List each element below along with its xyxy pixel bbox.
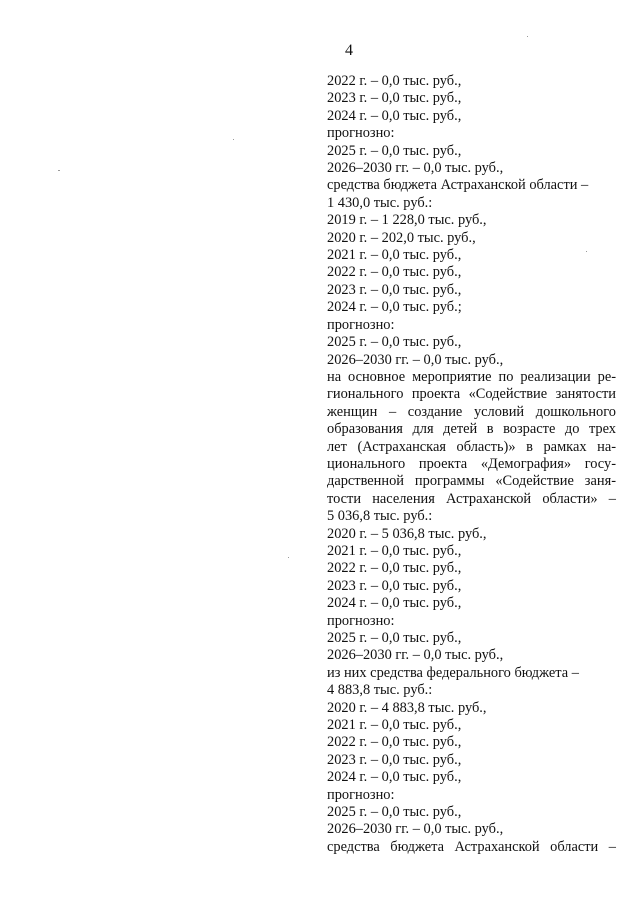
- text-line: 2022 г. – 0,0 тыс. руб.,: [327, 264, 462, 281]
- text-line: средства бюджета Астраханской области –: [327, 177, 589, 194]
- text-line: 2026–2030 гг. – 0,0 тыс. руб.,: [327, 351, 504, 368]
- text-line: 2024 г. – 0,0 тыс. руб.,: [327, 107, 462, 124]
- text-line: прогнозно:: [327, 612, 395, 629]
- text-line: на основное мероприятие по реализации ре-: [327, 368, 616, 385]
- text-line: 2025 г. – 0,0 тыс. руб.,: [327, 142, 462, 159]
- text-line: 2026–2030 гг. – 0,0 тыс. руб.,: [327, 160, 504, 177]
- text-line: гионального проекта «Содействие занятости: [327, 386, 616, 403]
- text-line: 2026–2030 гг. – 0,0 тыс. руб.,: [327, 647, 504, 664]
- scan-speck: [58, 170, 60, 171]
- text-line: 2025 г. – 0,0 тыс. руб.,: [327, 630, 462, 646]
- text-line: 2021 г. – 0,0 тыс. руб.,: [327, 247, 462, 264]
- text-line: 2023 г. – 0,0 тыс. руб.,: [327, 751, 462, 768]
- text-line: лет (Астраханская область)» в рамках на-: [327, 438, 616, 455]
- text-line: 2024 г. – 0,0 тыс. руб.,: [327, 595, 462, 612]
- text-line: прогнозно:: [327, 786, 395, 803]
- text-line: 1 430,0 тыс. руб.:: [327, 194, 433, 211]
- text-line: 2023 г. – 0,0 тыс. руб.,: [327, 281, 462, 298]
- scan-speck: [233, 139, 234, 140]
- scan-speck: [586, 251, 587, 252]
- text-line: 2025 г. – 0,0 тыс. руб.,: [327, 334, 462, 351]
- text-line: 2024 г. – 0,0 тыс. руб.;: [327, 299, 462, 316]
- text-line: прогнозно:: [327, 125, 395, 142]
- text-line: 2023 г. – 0,0 тыс. руб.,: [327, 577, 462, 594]
- text-line: 2022 г. – 0,0 тыс. руб.,: [327, 734, 462, 751]
- text-line: 2022 г. – 0,0 тыс. руб.,: [327, 560, 462, 577]
- text-line: 2025 г. – 0,0 тыс. руб.,: [327, 804, 462, 821]
- text-line: 2023 г. – 0,0 тыс. руб.,: [327, 90, 462, 107]
- text-line: 2026–2030 гг. – 0,0 тыс. руб.,: [327, 821, 504, 838]
- text-line: 2022 г. – 0,0 тыс. руб.,: [327, 73, 462, 89]
- text-line: прогнозно:: [327, 316, 395, 333]
- text-line: 2019 г. – 1 228,0 тыс. руб.,: [327, 212, 487, 229]
- text-line: 2024 г. – 0,0 тыс. руб.,: [327, 769, 462, 786]
- document-text-column: [327, 73, 616, 856]
- text-line: средства бюджета Астраханской области –: [327, 838, 616, 855]
- text-line: 2021 г. – 0,0 тыс. руб.,: [327, 717, 462, 734]
- text-line: женщин – создание условий дошкольного: [327, 403, 616, 420]
- text-line: 2020 г. – 5 036,8 тыс. руб.,: [327, 525, 487, 542]
- text-line: дарственной программы «Содействие заня-: [327, 473, 616, 490]
- text-line: 5 036,8 тыс. руб.:: [327, 508, 433, 525]
- scan-speck: [527, 36, 528, 37]
- text-line: ционального проекта «Демография» госу-: [327, 455, 616, 472]
- scan-speck: [288, 557, 289, 558]
- text-line: 2020 г. – 202,0 тыс. руб.,: [327, 229, 476, 246]
- text-line: 2020 г. – 4 883,8 тыс. руб.,: [327, 699, 487, 716]
- text-line: тости населения Астраханской области» –: [327, 490, 616, 507]
- text-line: 4 883,8 тыс. руб.:: [327, 682, 433, 699]
- text-line: из них средства федерального бюджета –: [327, 664, 579, 681]
- page-number: 4: [345, 42, 353, 59]
- text-line: образования для детей в возрасте до трех: [327, 421, 616, 438]
- text-line: 2021 г. – 0,0 тыс. руб.,: [327, 542, 462, 559]
